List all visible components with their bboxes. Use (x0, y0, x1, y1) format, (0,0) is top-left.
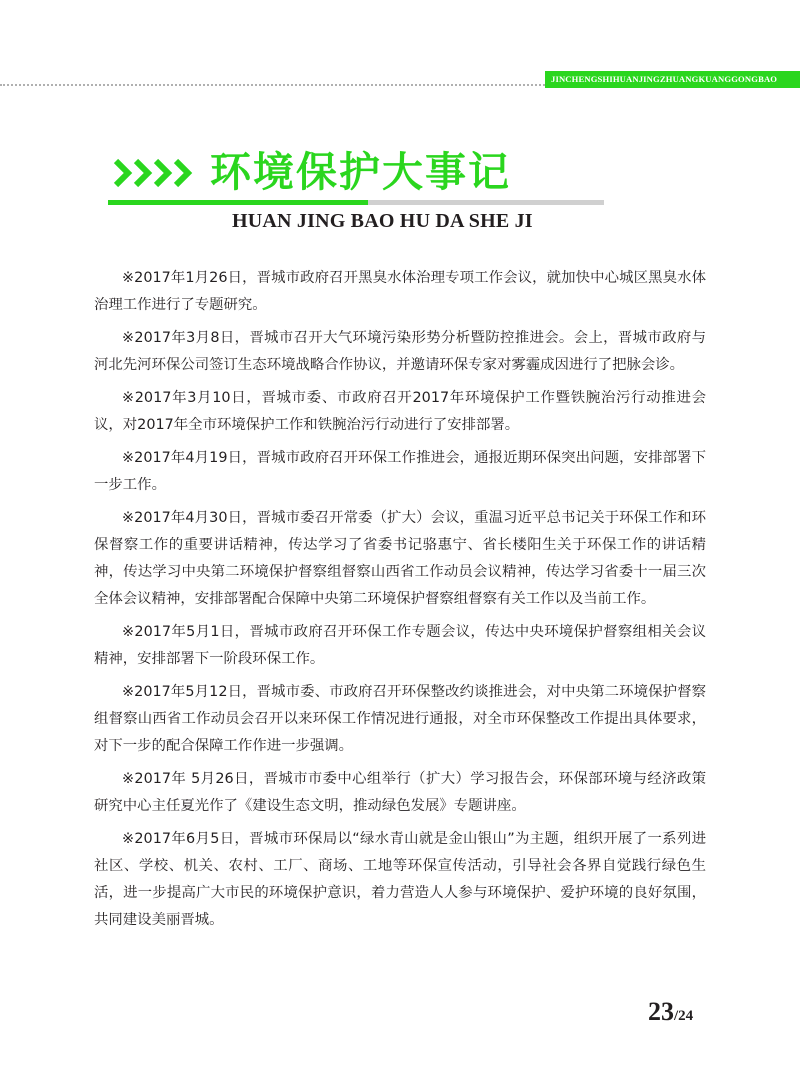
page-total: /24 (674, 1008, 694, 1024)
running-title: JINCHENGSHIHUANJINGZHUANGKUANGGONGBAO (551, 74, 778, 84)
title-underline (368, 200, 604, 205)
event-entry: ※2017年4月30日，晋城市委召开常委（扩大）会议，重温习近平总书记关于环保工作和环保督察工作的重要讲话精神，传达学习了省委书记骆惠宁、省长楼阳生关于环保工作的讲话精神，传达学习中央第二环境保护督察组督察山西省工作动员会议精神，传达学习省委十一届三次全体会议精神，安排部署配合保障中央第二环境保护督察组督察有关工作以及当前工作。 (94, 510, 706, 607)
page-current: 23 (648, 997, 674, 1026)
section-pinyin: HUAN JING BAO HU DA SHE JI (232, 210, 533, 232)
chevron-arrows-icon (108, 153, 204, 193)
event-entry: ※2017年3月8日，晋城市召开大气环境污染形势分析暨防控推进会。会上，晋城市政府与河北先河环保公司签订生态环境战略合作协议，并邀请环保专家对雾霾成因进行了把脉会诊。 (94, 330, 706, 373)
section-title-block (108, 146, 608, 204)
header-dotted-rule (0, 84, 545, 86)
section-title: 环境保护大事记 (210, 148, 511, 196)
event-entry: ※2017年6月5日，晋城市环保局以“绿水青山就是金山银山”为主题，组织开展了一系列进社区、学校、机关、农村、工厂、商场、工地等环保宣传活动，引导社会各界自觉践行绿色生活，进一步提高广大市民的环境保护意识，着力营造人人参与环境保护、爱护环境的良好氛围，共同建设美丽晋城。 (94, 831, 706, 928)
event-entry: ※2017年3月10日，晋城市委、市政府召开2017年环境保护工作暨铁腕治污行动推进会议，对2017年全市环境保护工作和铁腕治污行动进行了安排部署。 (94, 390, 706, 433)
event-entry: ※2017年5月1日，晋城市政府召开环保工作专题会议，传达中央环境保护督察组相关会议精神，安排部署下一阶段环保工作。 (94, 624, 706, 667)
event-entry: ※2017年 5月26日，晋城市市委中心组举行（扩大）学习报告会，环保部环境与经济政策研究中心主任夏光作了《建设生态文明，推动绿色发展》专题讲座。 (94, 771, 706, 814)
title-underline-accent (108, 200, 368, 205)
header-band (545, 71, 800, 88)
event-list (94, 265, 706, 940)
event-entry: ※2017年4月19日，晋城市政府召开环保工作推进会，通报近期环保突出问题，安排部署下一步工作。 (94, 450, 706, 493)
event-entry: ※2017年1月26日，晋城市政府召开黑臭水体治理专项工作会议，就加快中心城区黑臭水体治理工作进行了专题研究。 (94, 270, 706, 313)
page-number (648, 997, 693, 1027)
event-entry: ※2017年5月12日，晋城市委、市政府召开环保整改约谈推进会，对中央第二环境保护督察组督察山西省工作动员会召开以来环保工作情况进行通报，对全市环保整改工作提出具体要求，对下一步的配合保障工作作进一步强调。 (94, 684, 706, 754)
